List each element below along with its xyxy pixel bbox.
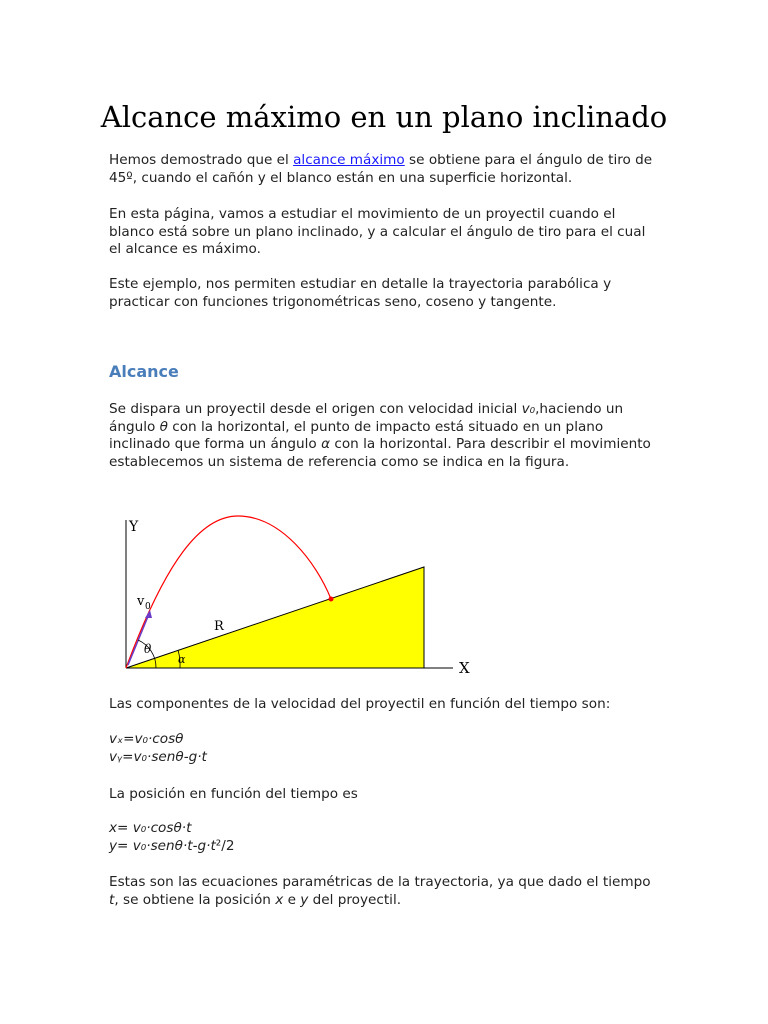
velocity-vector [128, 614, 149, 665]
inclined-plane [126, 567, 424, 668]
eq-vy-text-a: vᵧ=v₀·senθ- [109, 749, 189, 765]
p4-text-a: Se dispara un proyectil desde el origen con velocidad inicial [109, 401, 522, 417]
p4-theta: θ [159, 418, 168, 435]
p7-text-d: del proyectil. [308, 891, 402, 908]
alcance-maximo-link[interactable]: alcance máximo [293, 152, 405, 168]
alpha-label: α [178, 653, 186, 666]
page-title: Alcance máximo en un plano inclinado [100, 100, 668, 134]
p7-y: y [300, 891, 309, 908]
p7-x: x [275, 891, 284, 908]
inclined-plane-figure [118, 510, 478, 682]
theta-label: θ [144, 642, 152, 656]
paragraph-4 [109, 401, 654, 471]
p7-text-b: , se obtiene la posición [114, 891, 276, 908]
paragraph-7 [109, 874, 654, 909]
p4-text-b: ,haciendo un ángulo [109, 401, 624, 435]
paragraph-5: Las componentes de la velocidad del proyectil en función del tiempo son: [109, 696, 611, 712]
paragraph-2: En esta página, vamos a estudiar el movimiento de un proyectil cuando el blanco está sobre un plano inclinado, y a calcular el ángulo de tiro para el cual el alcance es máximo. [109, 206, 646, 257]
equation-y [109, 838, 234, 856]
eq-x-text: x= v₀·cosθ·t [109, 820, 192, 836]
eq-y-text-c: ²/2 [215, 838, 235, 854]
eq-y-text-b: g·t [197, 838, 216, 854]
p4-text-c: con la horizontal, el punto de impacto está situado en un plano inclinado que forma un ángulo [109, 418, 604, 452]
p4-v0: v₀ [521, 401, 536, 417]
impact-point [329, 597, 334, 602]
v0-label: v [137, 594, 145, 609]
paragraph-3: Este ejemplo, nos permiten estudiar en detalle la trayectoria parabólica y practicar con funciones trigonométricas seno, coseno y tangente. [109, 276, 612, 310]
x-axis-label: X [459, 659, 470, 677]
y-axis-label: Y [129, 519, 139, 535]
p7-t: t [109, 891, 115, 908]
equation-x [109, 820, 191, 838]
eq-vx-text: vₓ=v₀·cosθ [109, 731, 184, 747]
intro-text-after: se obtiene para el ángulo de tiro de 45º, cuando el cañón y el blanco están en una superficie horizontal. [109, 152, 653, 186]
eq-y-text-a: y= v₀·senθ·t- [109, 838, 198, 854]
intro-paragraph [109, 152, 654, 187]
r-label: R [214, 619, 224, 634]
p4-text-d: con la horizontal. Para describir el movimiento establecemos un sistema de referencia como se indica en la figura. [109, 436, 651, 470]
v0-subscript: 0 [145, 602, 151, 612]
p7-text-c: e [283, 891, 301, 908]
paragraph-6: La posición en función del tiempo es [109, 786, 358, 802]
p4-alpha: α [321, 436, 331, 452]
equation-vx [109, 731, 183, 749]
equation-vy [109, 749, 207, 767]
p7-text-a: Estas son las ecuaciones paramétricas de la trayectoria, ya que dado el tiempo [109, 874, 651, 890]
eq-vy-text-b: g·t [188, 749, 207, 765]
section-heading-alcance: Alcance [109, 362, 179, 381]
intro-text-before: Hemos demostrado que el [109, 152, 294, 168]
